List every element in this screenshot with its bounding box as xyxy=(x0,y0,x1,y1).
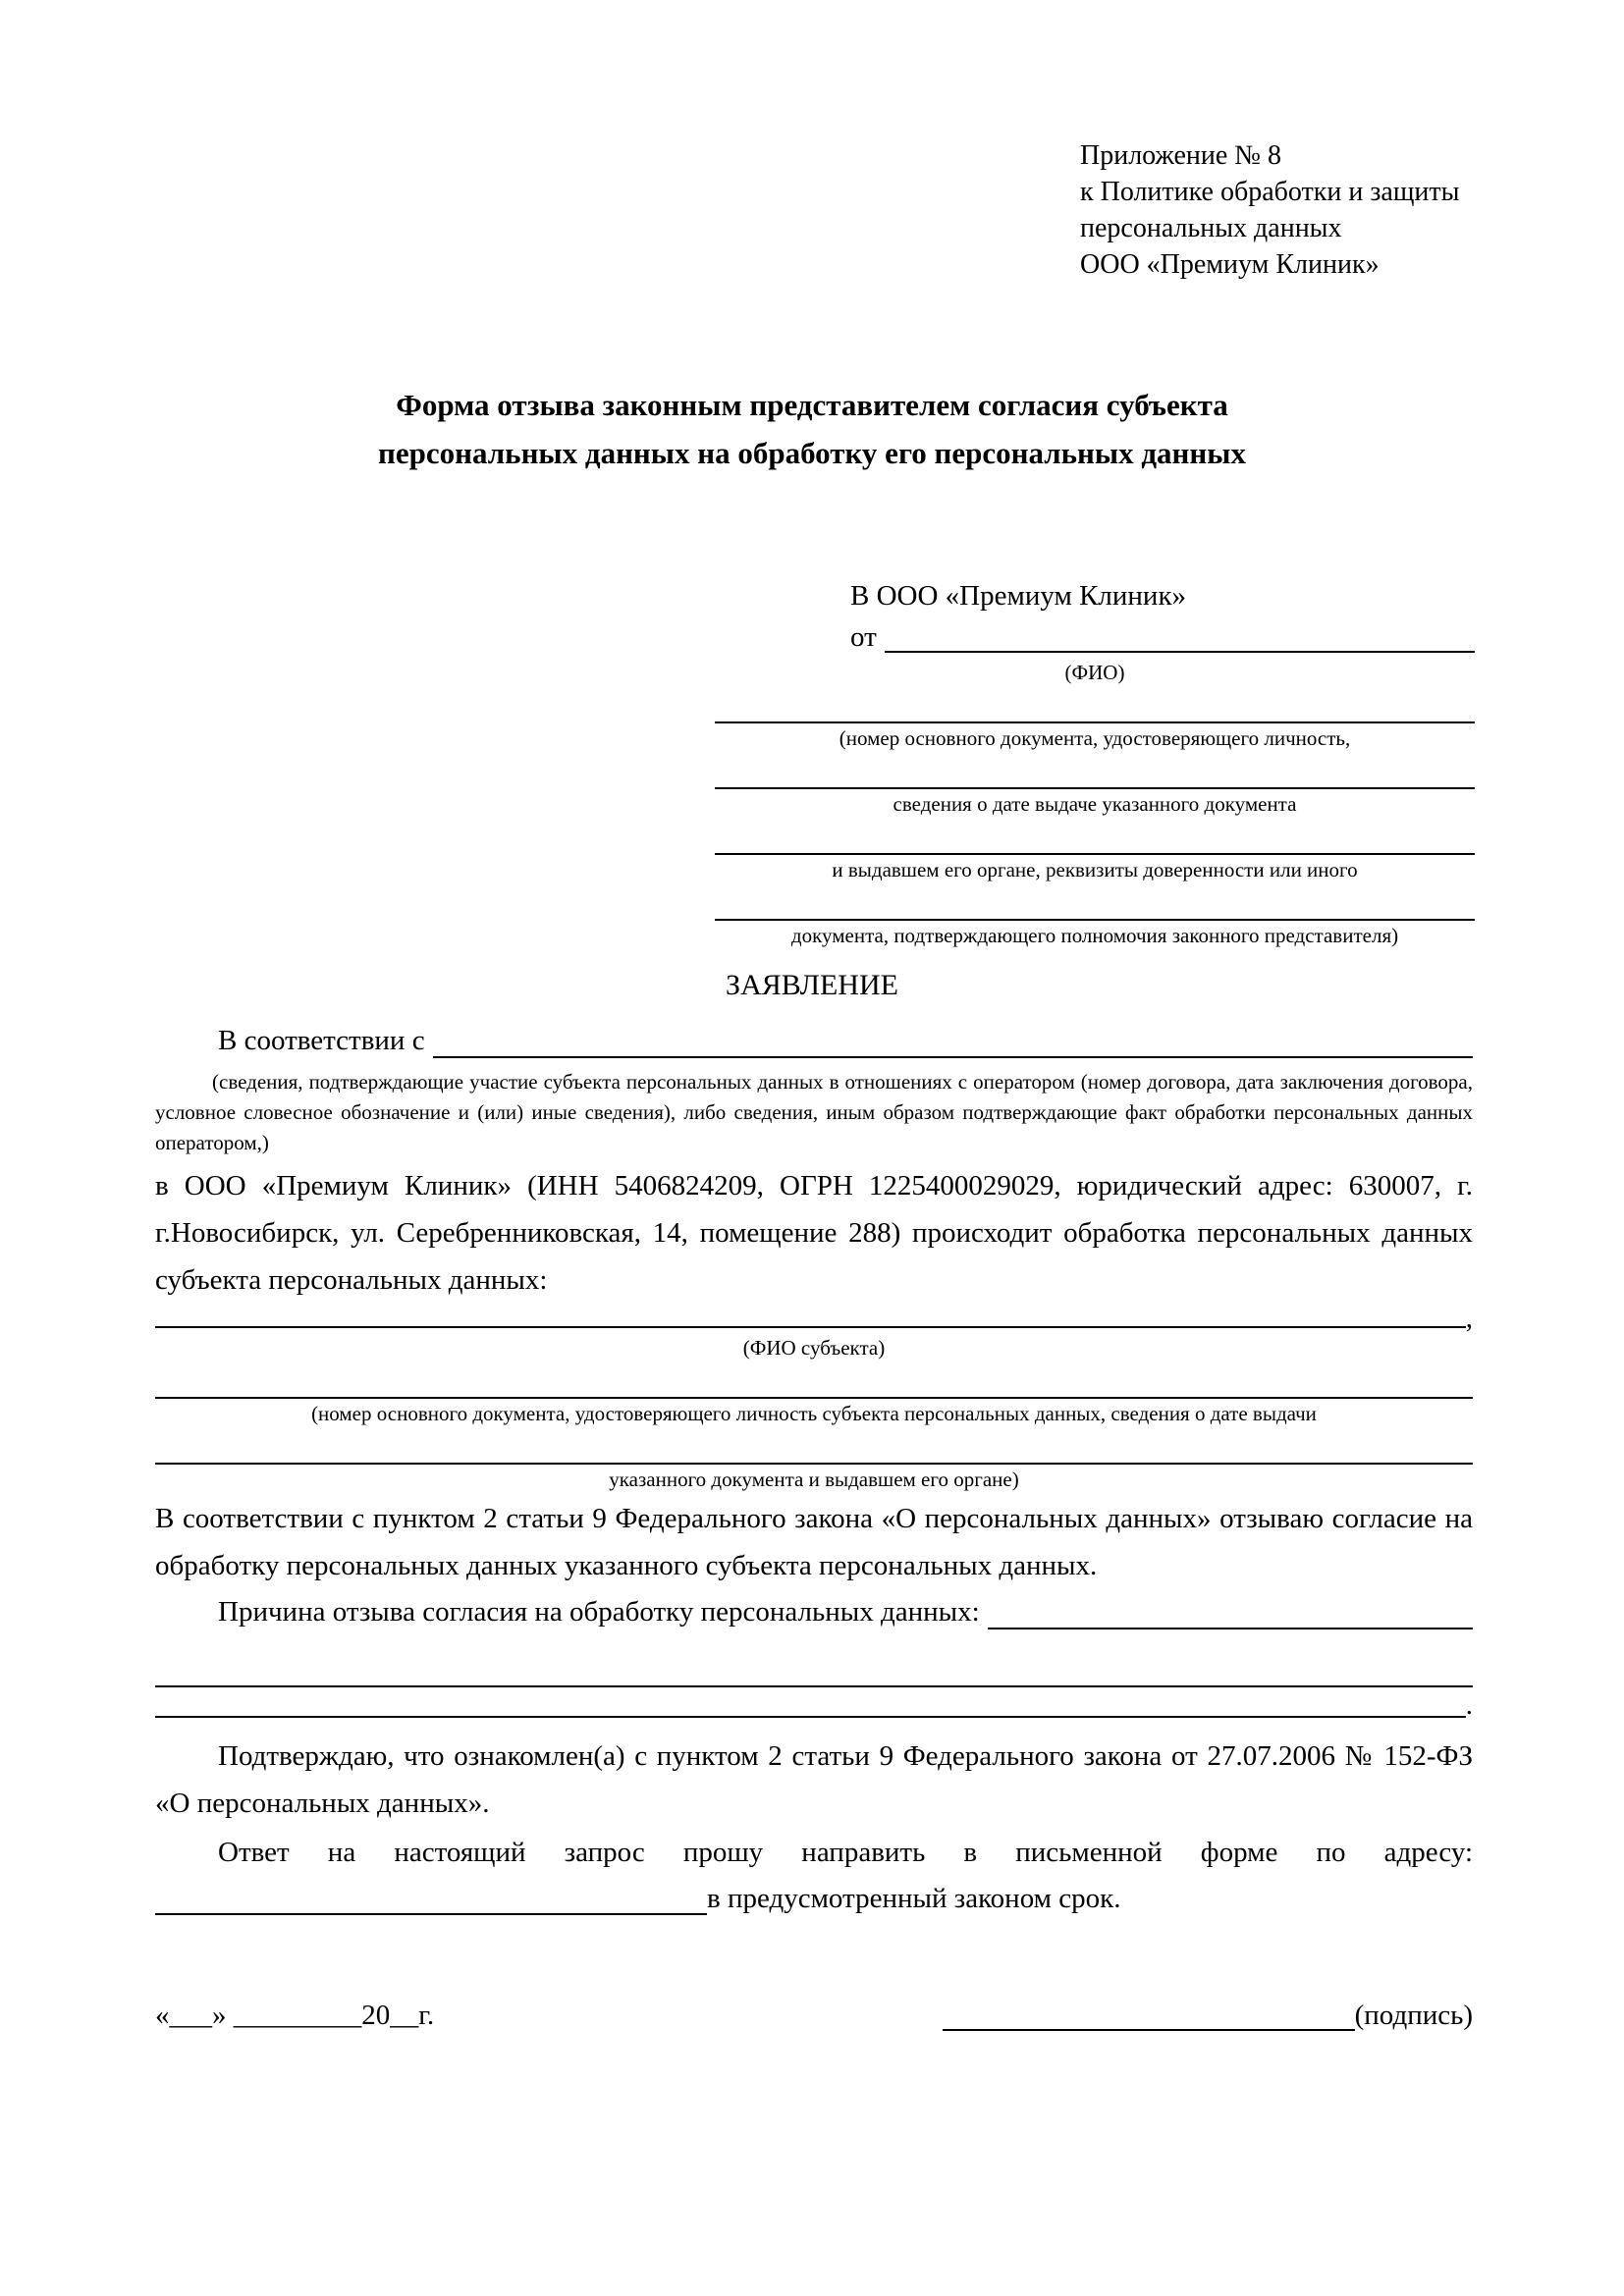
document-title-line1: Форма отзыва законным представителем согласия субъекта xyxy=(396,388,1228,422)
fill-in-line xyxy=(155,1634,1473,1687)
statement-body xyxy=(155,1018,1473,1921)
fio-caption: (ФИО) xyxy=(1064,661,1125,684)
fill-in-line xyxy=(155,1425,1473,1465)
fill-in-line xyxy=(155,1716,1466,1718)
subject-name-row xyxy=(155,1304,1473,1333)
response-address-row xyxy=(155,1876,1473,1921)
subject-line-comma: , xyxy=(1465,1303,1473,1334)
appendix-header-line: персональных данных xyxy=(1080,213,1342,243)
fine-print: (сведения, подтверждающие участие субъекта персональных данных в отношениях с оператором (номер договора, дата заключения договора, условное словесное обозначение и (или) иные сведения), либо сведения, иным образом подтверждающие факт обработки персональных данных оператором,) xyxy=(155,1070,1473,1154)
addressee-from-label: от xyxy=(850,621,877,653)
fill-in-line xyxy=(155,1360,1473,1399)
statement-heading: ЗАЯВЛЕНИЕ xyxy=(726,969,898,1001)
document-title xyxy=(0,381,1624,477)
operator-paragraph: в ООО «Премиум Клиник» (ИНН 5406824209, ОГРН 1225400029029, юридический адрес: 630007, г. г.Новосибирск, ул. Серебренниковская, 14, помещение 288) происходит обработка персональных данных субъекта персональных данных: xyxy=(155,1170,1473,1296)
appendix-header xyxy=(1080,0,1624,283)
appendix-header-line: Приложение № 8 xyxy=(1080,140,1281,171)
addressee-from-row xyxy=(715,616,1475,658)
intro-label: В соответствии с xyxy=(218,1025,425,1056)
fill-in-line xyxy=(715,750,1475,789)
addressee-to: В ООО «Премиум Клиник» xyxy=(850,580,1187,612)
fill-in-line xyxy=(433,1056,1473,1058)
appendix-header-line: ООО «Премиум Клиник» xyxy=(1080,249,1380,280)
fill-in-line xyxy=(715,816,1475,855)
signature-group xyxy=(943,1994,1473,2037)
subject-doc-caption: указанного документа и выдавшем его органе) xyxy=(609,1468,1019,1491)
line-caption: документа, подтверждающего полномочия законного представителя) xyxy=(790,924,1399,947)
fill-in-line xyxy=(155,1913,707,1915)
fill-in-line xyxy=(885,651,1475,653)
response-paragraph: Ответ на настоящий запрос прошу направить в письменной форме по адресу: xyxy=(218,1837,1473,1868)
reason-row xyxy=(155,1589,1473,1634)
line-caption: сведения о дате выдаче указанного документа xyxy=(893,792,1297,816)
reason-line2-row xyxy=(155,1687,1473,1723)
response-suffix: в предусмотренный законом срок. xyxy=(707,1883,1121,1914)
signature-line xyxy=(943,2029,1355,2031)
fill-in-line xyxy=(988,1628,1473,1629)
document-title-line2: персональных данных на обработку его персональных данных xyxy=(378,436,1246,470)
addressee-block xyxy=(715,575,1475,947)
fill-in-line xyxy=(715,881,1475,921)
fill-in-line xyxy=(715,684,1475,723)
subject-doc-caption: (номер основного документа, удостоверяющего личность субъекта персональных данных, сведения о дате выдачи xyxy=(311,1402,1317,1425)
reason-line-period: . xyxy=(1465,1689,1473,1721)
fill-in-line xyxy=(155,1326,1466,1328)
footer-row xyxy=(155,1994,1473,2037)
appendix-header-line: к Политике обработки и защиты xyxy=(1080,177,1460,207)
date-template: «___» _________20__г. xyxy=(155,2000,435,2031)
acknowledge-paragraph: Подтверждаю, что ознакомлен(а) с пунктом 2 статьи 9 Федерального закона от 27.07.2006 № 152-ФЗ «О персональных данных». xyxy=(155,1740,1473,1819)
reason-label: Причина отзыва согласия на обработку персональных данных: xyxy=(218,1596,980,1628)
withdraw-paragraph: В соответствии с пунктом 2 статьи 9 Федерального закона «О персональных данных» отзываю согласие на обработку персональных данных указанного субъекта персональных данных. xyxy=(155,1503,1473,1581)
signature-caption: (подпись) xyxy=(1354,2000,1473,2031)
line-caption: (номер основного документа, удостоверяющего личность, xyxy=(839,726,1351,750)
subject-fio-caption: (ФИО субъекта) xyxy=(742,1336,886,1360)
intro-row xyxy=(155,1018,1473,1063)
line-caption: и выдавшем его органе, реквизиты доверенности или иного xyxy=(832,858,1358,881)
